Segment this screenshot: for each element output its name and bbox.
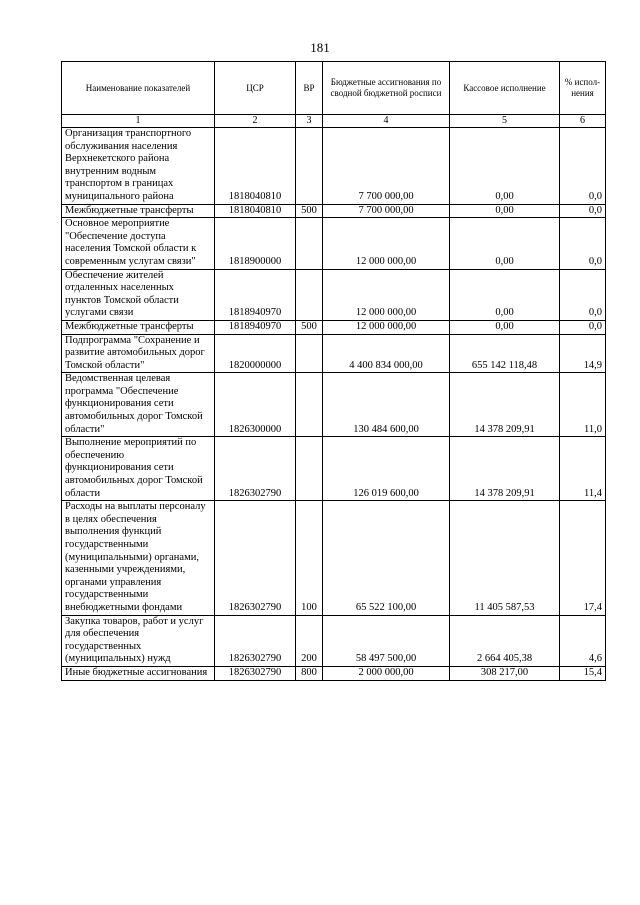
row-percent: 0,0: [560, 128, 606, 205]
table-row: [62, 128, 606, 205]
header-cash-execution: Кассовое исполнение: [450, 62, 560, 115]
row-budget: 12 000 000,00: [323, 320, 450, 334]
row-percent: 11,0: [560, 373, 606, 437]
row-budget: 65 522 100,00: [323, 501, 450, 615]
row-execution: 11 405 587,53: [450, 501, 560, 615]
row-vr: [296, 334, 323, 373]
row-vr: [296, 218, 323, 269]
table-row: [62, 269, 606, 320]
row-indicator-name: Закупка товаров, работ и услуг для обеспечения государственных (муниципальных) нужд: [62, 615, 215, 666]
row-vr: 500: [296, 320, 323, 334]
row-indicator-name: Межбюджетные трансферты: [62, 204, 215, 218]
row-execution: 0,00: [450, 269, 560, 320]
header-indicator-name: Наименование показателей: [62, 62, 215, 115]
row-budget: 7 700 000,00: [323, 204, 450, 218]
row-csr: 1818940970: [215, 320, 296, 334]
row-indicator-name: Иные бюджетные ассигнования: [62, 666, 215, 680]
row-budget: 4 400 834 000,00: [323, 334, 450, 373]
row-budget: 12 000 000,00: [323, 218, 450, 269]
row-csr: 1818940970: [215, 269, 296, 320]
row-vr: 500: [296, 204, 323, 218]
row-budget: 126 019 600,00: [323, 437, 450, 501]
row-vr: [296, 269, 323, 320]
row-csr: 1818040810: [215, 204, 296, 218]
row-vr: 100: [296, 501, 323, 615]
row-percent: 15,4: [560, 666, 606, 680]
row-csr: 1826302790: [215, 666, 296, 680]
row-percent: 0,0: [560, 269, 606, 320]
column-number-row: [62, 115, 606, 128]
row-budget: 7 700 000,00: [323, 128, 450, 205]
table-row: [62, 501, 606, 615]
table-row: [62, 615, 606, 666]
row-indicator-name: Выполнение мероприятий по обеспечению функционирования сети автомобильных дорог Томской области: [62, 437, 215, 501]
row-execution: 2 664 405,38: [450, 615, 560, 666]
row-execution: 308 217,00: [450, 666, 560, 680]
header-execution-percent: % испол-нения: [560, 62, 606, 115]
header-vr: ВР: [296, 62, 323, 115]
row-execution: 0,00: [450, 204, 560, 218]
row-indicator-name: Обеспечение жителей отдаленных населенных пунктов Томской области услугами связи: [62, 269, 215, 320]
row-percent: 0,0: [560, 320, 606, 334]
page-number: 181: [310, 40, 330, 55]
budget-execution-table: [61, 61, 606, 681]
row-indicator-name: Подпрограмма "Сохранение и развитие автомобильных дорог Томской области": [62, 334, 215, 373]
row-budget: 130 484 600,00: [323, 373, 450, 437]
row-csr: 1818040810: [215, 128, 296, 205]
row-csr: 1826300000: [215, 373, 296, 437]
row-execution: 0,00: [450, 320, 560, 334]
row-percent: 4,6: [560, 615, 606, 666]
row-vr: 800: [296, 666, 323, 680]
column-number: 5: [450, 115, 560, 128]
table-row: [62, 334, 606, 373]
row-csr: 1826302790: [215, 615, 296, 666]
header-budget-allocation: Бюджетные ассигнования по сводной бюджетной росписи: [323, 62, 450, 115]
column-number: 3: [296, 115, 323, 128]
row-csr: 1826302790: [215, 437, 296, 501]
row-csr: 1818900000: [215, 218, 296, 269]
row-vr: [296, 128, 323, 205]
row-execution: 0,00: [450, 218, 560, 269]
row-percent: 0,0: [560, 218, 606, 269]
row-indicator-name: Основное мероприятие "Обеспечение доступа населения Томской области к современным услугам связи": [62, 218, 215, 269]
row-execution: 14 378 209,91: [450, 437, 560, 501]
row-budget: 12 000 000,00: [323, 269, 450, 320]
row-csr: 1826302790: [215, 501, 296, 615]
row-vr: 200: [296, 615, 323, 666]
table-row: [62, 218, 606, 269]
header-csr: ЦСР: [215, 62, 296, 115]
row-vr: [296, 373, 323, 437]
table-row: [62, 437, 606, 501]
column-number: 1: [62, 115, 215, 128]
column-number: 4: [323, 115, 450, 128]
row-vr: [296, 437, 323, 501]
row-csr: 1820000000: [215, 334, 296, 373]
row-indicator-name: Ведомственная целевая программа "Обеспечение функционирования сети автомобильных дорог Томской области": [62, 373, 215, 437]
row-execution: 14 378 209,91: [450, 373, 560, 437]
row-percent: 17,4: [560, 501, 606, 615]
column-number: 2: [215, 115, 296, 128]
table-row: [62, 373, 606, 437]
row-indicator-name: Организация транспортного обслуживания населения Верхнекетского района внутренним водным транспортом в границах муниципального района: [62, 128, 215, 205]
row-indicator-name: Межбюджетные трансферты: [62, 320, 215, 334]
row-execution: 0,00: [450, 128, 560, 205]
table-row: [62, 666, 606, 680]
table-row: [62, 204, 606, 218]
row-percent: 14,9: [560, 334, 606, 373]
column-number: 6: [560, 115, 606, 128]
row-execution: 655 142 118,48: [450, 334, 560, 373]
table-header-row: [62, 62, 606, 115]
row-percent: 0,0: [560, 204, 606, 218]
row-budget: 58 497 500,00: [323, 615, 450, 666]
row-budget: 2 000 000,00: [323, 666, 450, 680]
row-percent: 11,4: [560, 437, 606, 501]
table-row: [62, 320, 606, 334]
row-indicator-name: Расходы на выплаты персоналу в целях обеспечения выполнения функций государственными (муниципальными) органами, казенными учреждениями, органами управления государственными внебюджетными фондами: [62, 501, 215, 615]
